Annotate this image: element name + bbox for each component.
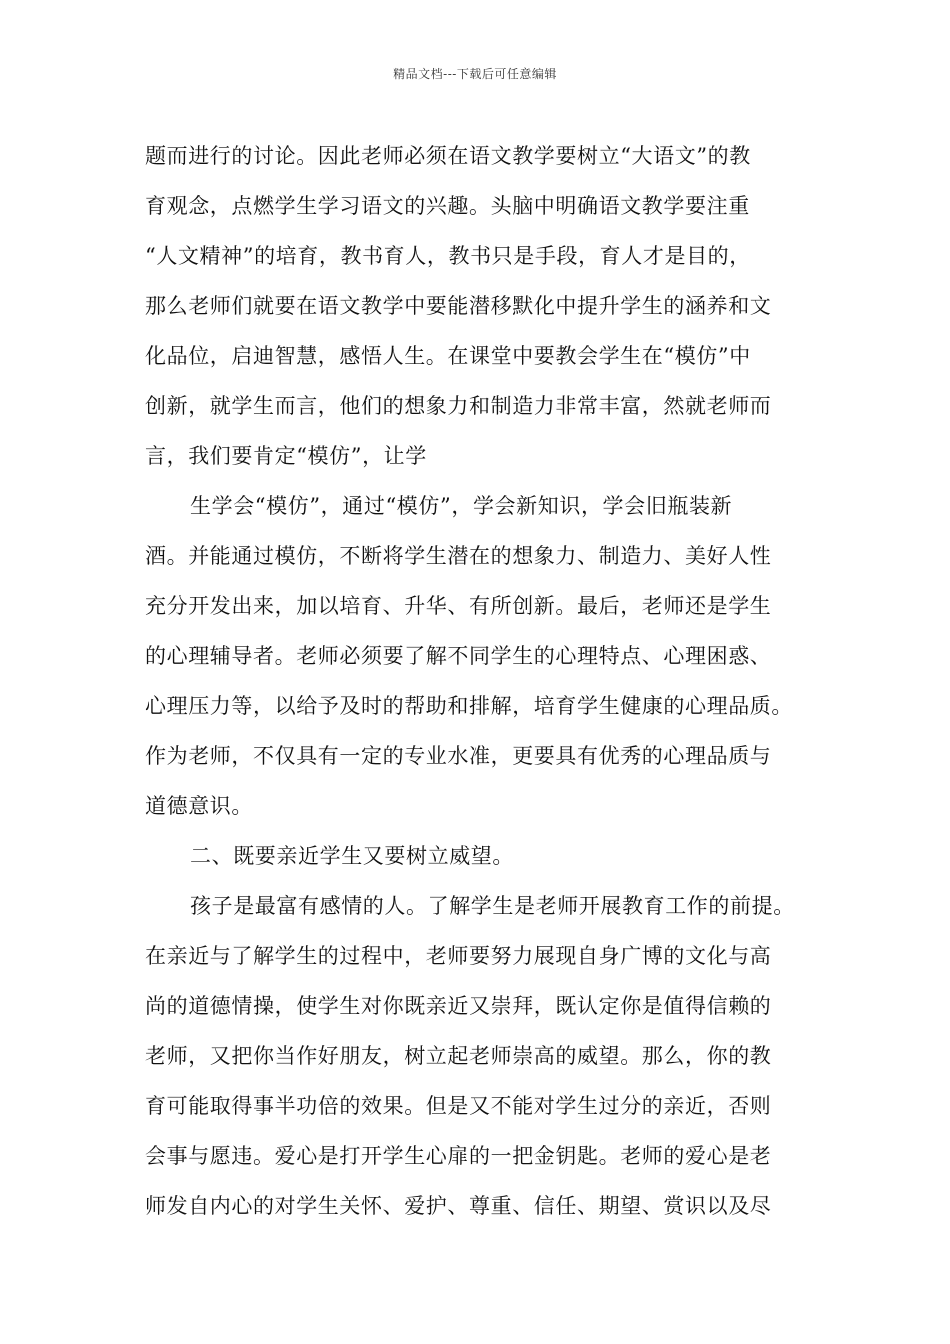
text-line: 酒。并能通过模仿，不断将学生潜在的想象力、制造力、美好人性 [145,544,772,568]
text-line: 生学会“模仿”，通过“模仿”，学会新知识，学会旧瓶装新 [190,494,733,518]
text-line: 育可能取得事半功倍的效果。但是又不能对学生过分的亲近，否则 [145,1094,772,1118]
text-line: 孩子是最富有感情的人。了解学生是老师开展教育工作的前提。 [190,894,795,918]
text-line: 那么老师们就要在语文教学中要能潜移默化中提升学生的涵养和文 [145,294,772,318]
text-line: 老师，又把你当作好朋友，树立起老师崇高的威望。那么，你的教 [145,1044,772,1068]
text-line: 道德意识。 [145,794,253,818]
text-line: 育观念，点燃学生学习语文的兴趣。头脑中明确语文教学要注重 [145,194,750,218]
text-line: 心理压力等，以给予及时的帮助和排解，培育学生健康的心理品质。 [145,694,793,718]
section-heading: 二、既要亲近学生又要树立威望。 [190,844,514,868]
text-line: 言，我们要肯定“模仿”，让学 [145,444,427,468]
text-line: 在亲近与了解学生的过程中，老师要努力展现自身广博的文化与高 [145,944,772,968]
text-line: 会事与愿违。爱心是打开学生心扉的一把金钥匙。老师的爱心是老 [145,1144,772,1168]
text-line: 创新，就学生而言，他们的想象力和制造力非常丰富，然就老师而 [145,394,772,418]
text-line: 尚的道德情操，使学生对你既亲近又崇拜，既认定你是值得信赖的 [145,994,772,1018]
text-line: 题而进行的讨论。因此老师必须在语文教学要树立“大语文”的教 [145,144,751,168]
text-line: “人文精神”的培育，教书育人，教书只是手段，育人才是目的， [145,244,751,268]
text-line: 的心理辅导者。老师必须要了解不同学生的心理特点、心理困惑、 [145,644,772,668]
document-body [145,131,825,1231]
page-header: 精品文档---下载后可任意编辑 [393,67,557,81]
text-line: 化品位，启迪智慧，感悟人生。在课堂中要教会学生在“模仿”中 [145,344,751,368]
text-line: 充分开发出来，加以培育、升华、有所创新。最后，老师还是学生 [145,594,772,618]
text-line: 师发自内心的对学生关怀、爱护、尊重、信任、期望、赏识以及尽 [145,1194,772,1218]
text-line: 作为老师，不仅具有一定的专业水准，更要具有优秀的心理品质与 [145,744,772,768]
